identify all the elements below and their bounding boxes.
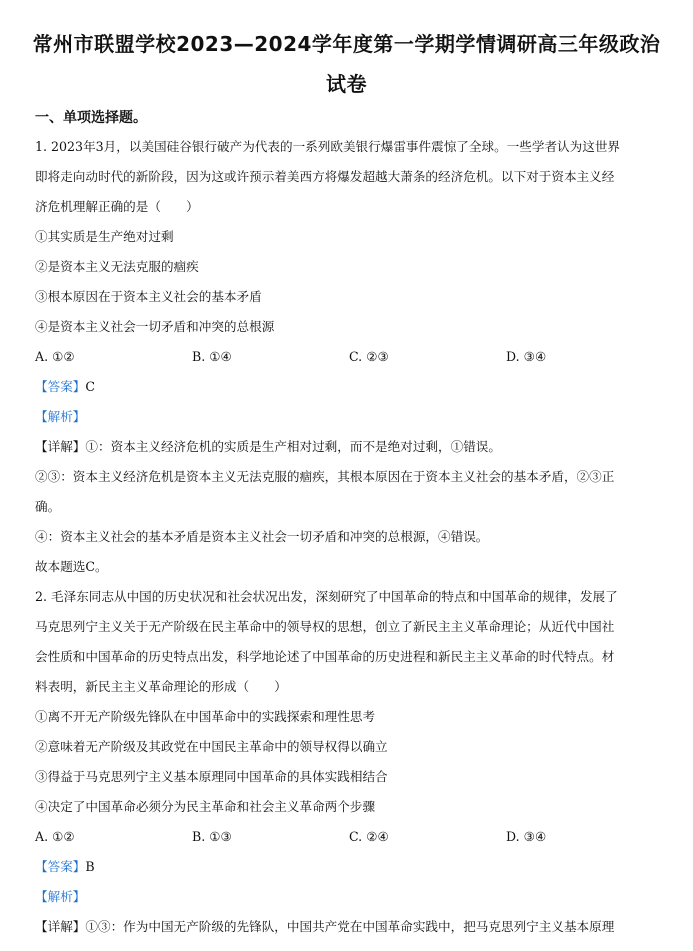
answer-value: C <box>85 379 96 394</box>
q2-statement: ④决定了中国革命必须分为民主革命和社会主义革命两个步骤 <box>35 799 376 814</box>
q1-statement: ④是资本主义社会一切矛盾和冲突的总根源 <box>35 319 275 334</box>
q1-detail-line: ②③：资本主义经济危机是资本主义无法克服的痼疾，其根本原因在于资本主义社会的基本矛盾，②③正 <box>35 469 615 484</box>
q1-stem-line: 济危机理解正确的是（ ） <box>35 199 199 214</box>
exam-title: 常州市联盟学校2023—2024学年度第一学期学情调研高三年级政治 <box>32 32 661 56</box>
q1-answer <box>35 379 95 395</box>
q1-statement: ①其实质是生产绝对过剩 <box>35 229 174 244</box>
q2-stem-line: 料表明，新民主主义革命理论的形成（ ） <box>35 679 287 694</box>
q1-detail-line: ④：资本主义社会的基本矛盾是资本主义社会一切矛盾和冲突的总根源，④错误。 <box>35 529 489 544</box>
q1-option-c: C. ②③ <box>349 349 389 364</box>
q2-statement: ③得益于马克思列宁主义基本原理同中国革命的具体实践相结合 <box>35 769 388 784</box>
exam-title-continued: 试卷 <box>326 72 367 96</box>
q2-stem-line: 2. 毛泽东同志从中国的历史状况和社会状况出发，深刻研究了中国革命的特点和中国革命的规律，发展了 <box>35 589 618 604</box>
detail-text: ①③：作为中国无产阶级的先锋队，中国共产党在中国革命实践中，把马克思列宁主义基本原理 <box>85 919 615 934</box>
answer-tag: 【答案】 <box>35 379 86 394</box>
q2-analysis-tag: 【解析】 <box>35 889 86 904</box>
q2-stem-line: 马克思列宁主义关于无产阶级在民主革命中的领导权的思想，创立了新民主主义革命理论；从近代中国社 <box>35 619 615 634</box>
q1-analysis-tag: 【解析】 <box>35 409 86 424</box>
q1-statement: ③根本原因在于资本主义社会的基本矛盾 <box>35 289 262 304</box>
detail-tag: 【详解】 <box>35 919 86 934</box>
q2-statement: ②意味着无产阶级及其政党在中国民主革命中的领导权得以确立 <box>35 739 388 754</box>
q1-stem-line: 即将走向动时代的新阶段，因为这或许预示着美西方将爆发超越大萧条的经济危机。以下对于资本主义经 <box>35 169 615 184</box>
q1-statement: ②是资本主义无法克服的痼疾 <box>35 259 199 274</box>
q2-option-b: B. ①③ <box>192 829 232 844</box>
q1-detail-line: 确。 <box>35 499 61 514</box>
q1-stem-line: 1. 2023年3月，以美国硅谷银行破产为代表的一系列欧美银行爆雷事件震惊了全球。一些学者认为这世界 <box>35 139 621 154</box>
q1-conclusion: 故本题选C。 <box>35 559 108 574</box>
q2-detail-line <box>35 919 614 935</box>
q1-option-b: B. ①④ <box>192 349 232 364</box>
q1-option-d: D. ③④ <box>506 349 547 364</box>
q2-stem-line: 会性质和中国革命的历史特点出发，科学地论述了中国革命的历史进程和新民主主义革命的时代特点。材 <box>35 649 615 664</box>
q2-answer <box>35 859 95 875</box>
q2-option-d: D. ③④ <box>506 829 547 844</box>
answer-value: B <box>85 859 95 874</box>
q1-detail-line <box>35 439 501 455</box>
q2-option-a: A. ①② <box>35 829 75 844</box>
section-heading: 一、单项选择题。 <box>35 110 147 126</box>
detail-tag: 【详解】 <box>35 439 86 454</box>
answer-tag: 【答案】 <box>35 859 86 874</box>
q1-option-a: A. ①② <box>35 349 75 364</box>
detail-text: ①：资本主义经济危机的实质是生产相对过剩，而不是绝对过剩，①错误。 <box>85 439 501 454</box>
q2-statement: ①离不开无产阶级先锋队在中国革命中的实践探索和理性思考 <box>35 709 376 724</box>
q2-option-c: C. ②④ <box>349 829 389 844</box>
